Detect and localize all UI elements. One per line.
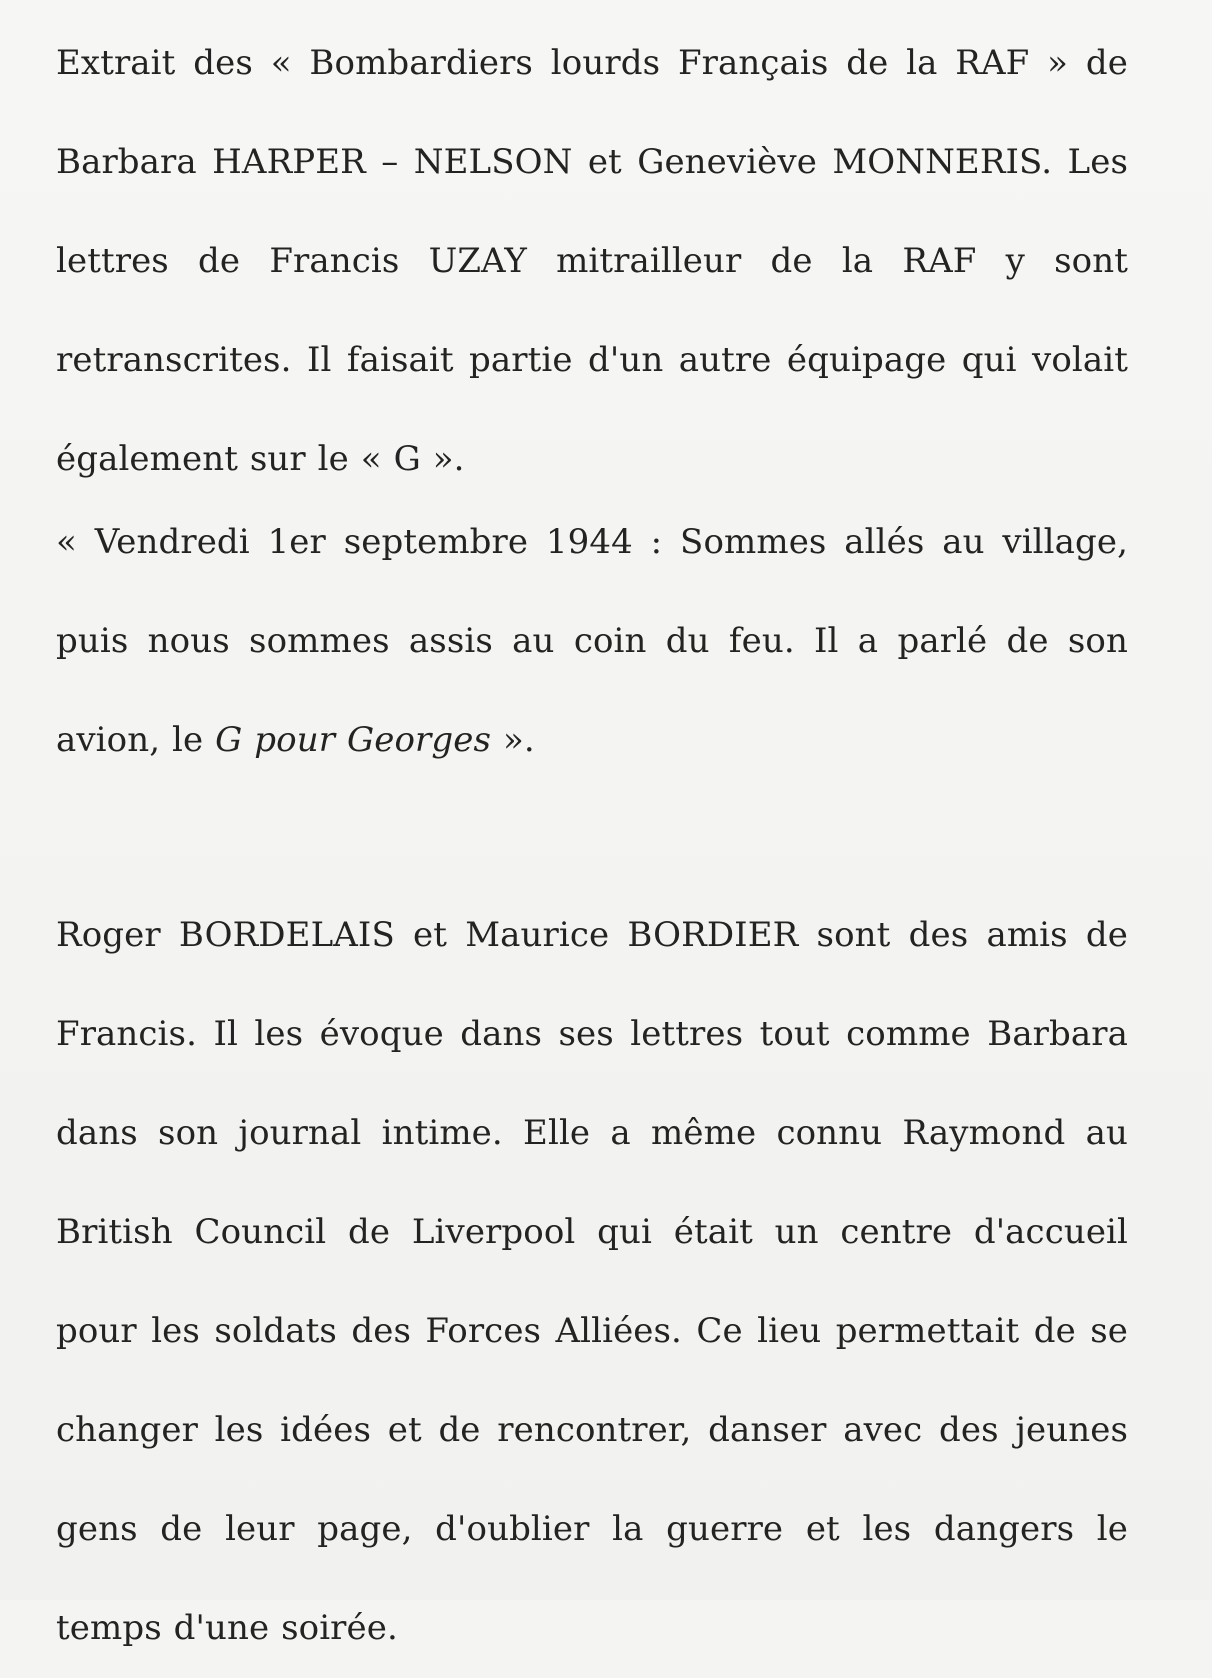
quote-suffix: ». <box>491 720 535 760</box>
friends-paragraph: Roger BORDELAIS et Maurice BORDIER sont des amis de Francis. Il les évoque dans ses lettres tout comme Barbara dans son journal intime. Elle a même connu Raymond au British Council de Liverpool qui était un centre d'accueil pour les soldats des Forces Alliées. Ce lieu permettait de se changer les idées et de rencontrer, danser avec des jeunes gens de leur page, d'oublier la guerre et les dangers le temps d'une soirée. <box>56 915 1128 1648</box>
quote-prefix: « Vendredi 1er septembre 1944 : Sommes allés au village, puis nous sommes assis au coin du feu. Il a parlé de son avion, le <box>56 522 1128 760</box>
intro-paragraph: Extrait des « Bombardiers lourds Français de la RAF » de Barbara HARPER – NELSON et Geneviève MONNERIS. Les lettres de Francis UZAY mitrailleur de la RAF y sont retranscrites. Il faisait partie d'un autre équipage qui volait également sur le « G ». <box>56 43 1128 479</box>
quote-italic: G pour Georges <box>215 720 492 760</box>
quote-paragraph <box>56 493 1128 790</box>
